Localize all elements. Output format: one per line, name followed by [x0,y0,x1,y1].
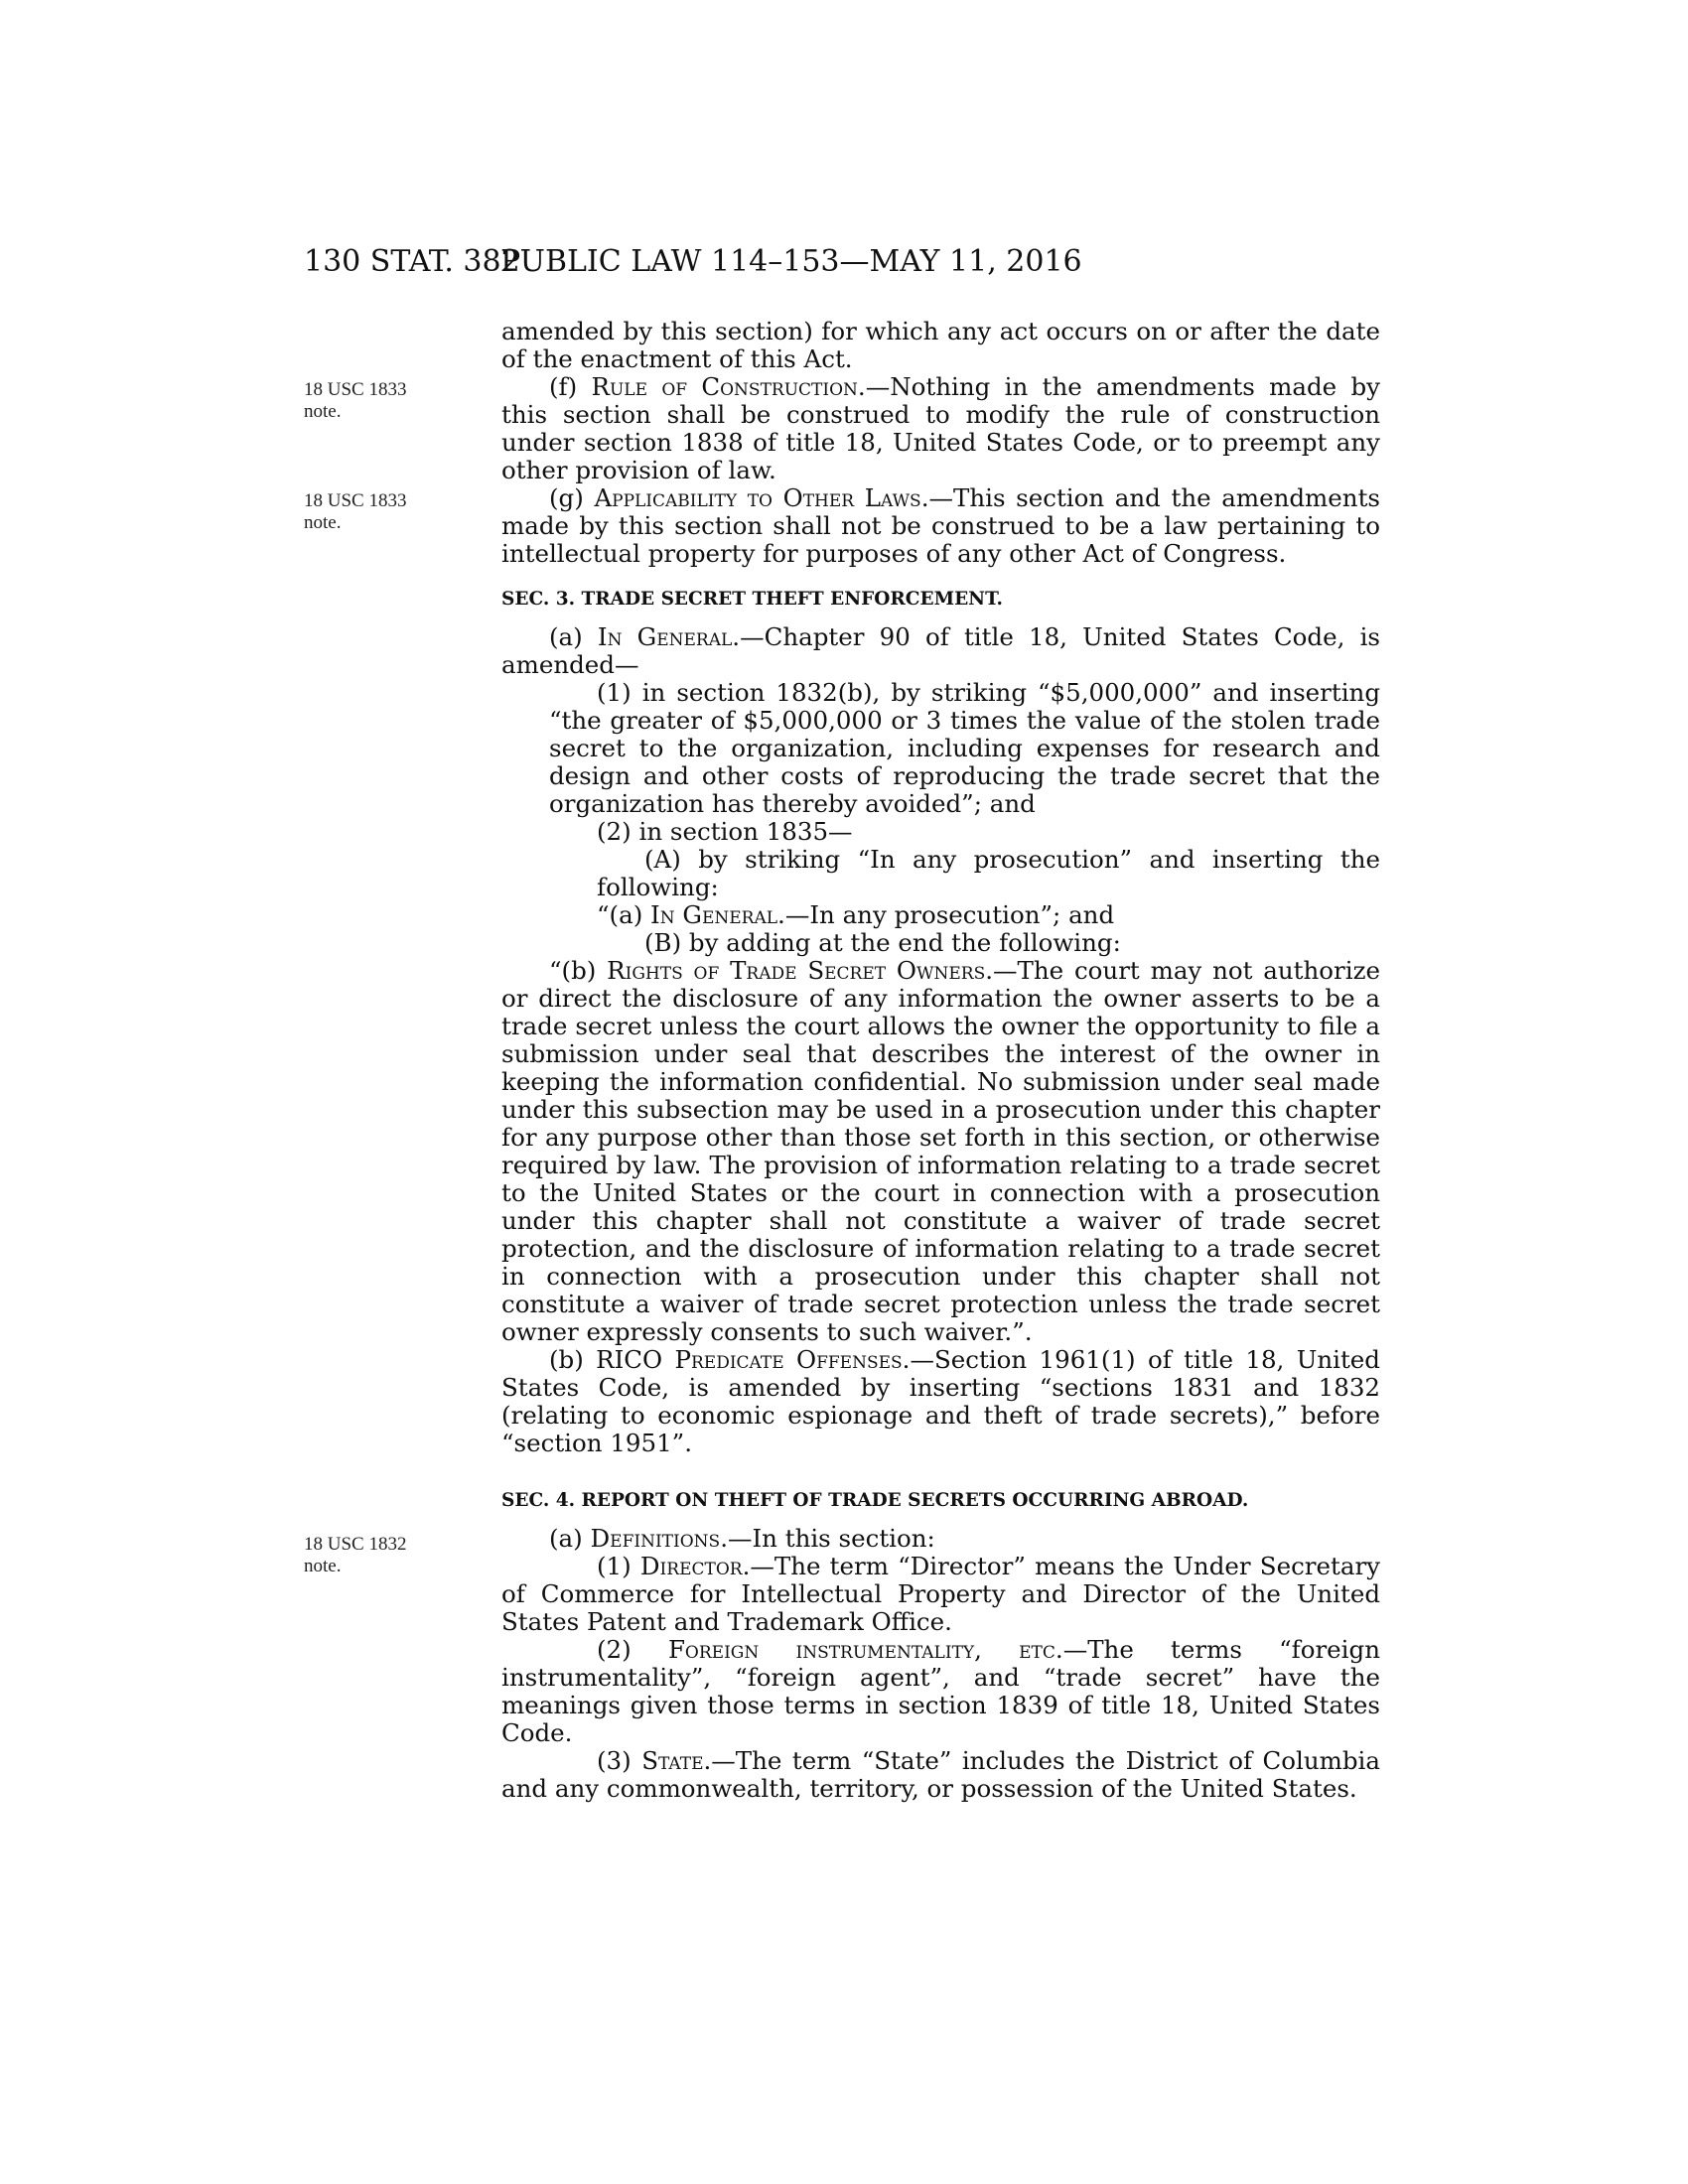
paragraph-a2: (2) in section 1835— [597,817,853,846]
section-3-subsection-b: (b) RICO Predicate Offenses.—Section 1961(1) of title 18, United States Code, is amended by inserting “sections 1831 and 1832 (relating to economic espionage and theft of trade secrets),” before “section 1951”. [501,1345,1380,1457]
definition-heading: Foreign instrumentality, etc [667,1635,1055,1664]
page-header [304,244,1380,294]
margin-note-suffix: note. [304,401,342,422]
quoted-subsection-a: “(a) In General.—In any prosecution”; and [597,900,1115,929]
margin-note-suffix: note. [304,1556,342,1576]
definition-state: (3) State.—The term “State” includes the District of Columbia and any commonwealth, territory, or possession of the United States. [501,1746,1380,1803]
subsection-f: (f) Rule of Construction.—Nothing in the amendments made by this section shall be construed to modify the rule of construction under section 1838 of title 18, United States Code, or to preempt any other provision of law. [501,372,1380,484]
subsection-heading: Rights of Trade Secret Owners [607,956,986,985]
subsection-heading: In General [650,900,778,929]
subsection-heading: In General [597,622,733,651]
margin-note [304,379,406,423]
definition-foreign-instrumentality: (2) Foreign instrumentality, etc.—The terms “foreign instrumentality”, “foreign agent”, and “trade secret” have the meanings given those terms in section 1839 of title 18, United States Code. [501,1635,1380,1747]
margin-note [304,1534,406,1577]
subparagraph-a2A: (A) by striking “In any prosecution” and inserting the following: [597,845,1380,901]
stat-page-number: 130 STAT. 382 [304,244,520,279]
subparagraph-a2B: (B) by adding at the end the following: [644,928,1121,957]
section-3-title: SEC. 3. TRADE SECRET THEFT ENFORCEMENT. [501,589,1003,610]
margin-note-suffix: note. [304,512,342,533]
continuation-paragraph: amended by this section) for which any act occurs on or after the date of the enactment of this Act. [501,317,1380,373]
definition-heading: State [641,1746,704,1775]
margin-note [304,490,406,534]
quoted-subsection-b: “(b) Rights of Trade Secret Owners.—The court may not authorize or direct the disclosure of any information the owner asserts to be a trade secret unless the court allows the owner the opportunity to file a submission under seal that describes the interest of the owner in keeping the information confidential. No submission under seal made under this subsection may be used in a prosecution under this chapter for any purpose other than those set forth in this section, or otherwise required by law. The provision of information relating to a trade secret to the United States or the court in connection with a prosecution under this chapter shall not constitute a waiver of trade secret protection, and the disclosure of information relating to a trade secret in connection with a prosecution under this chapter shall not constitute a waiver of trade secret protection unless the trade secret owner expressly consents to such waiver.”. [501,956,1381,1346]
margin-note-citation: 18 USC 1833 [304,379,407,400]
subsection-heading: Applicability to Other Laws [594,483,921,512]
subsection-heading: RICO Predicate Offenses [596,1345,903,1374]
subsection-heading: Rule of Construction [591,372,858,401]
definition-heading: Director [639,1552,743,1580]
margin-note-citation: 18 USC 1833 [304,490,407,511]
paragraph-a1: (1) in section 1832(b), by striking “$5,000,000” and inserting “the greater of $5,000,000 or 3 times the value of the stolen trade secret to the organization, including expenses for research and design and other costs of reproducing the trade secret that the organization has thereby avoided”; and [549,678,1380,818]
public-law-title: PUBLIC LAW 114–153—MAY 11, 2016 [500,244,1082,279]
section-4-subsection-a: (a) Definitions.—In this section: [549,1524,935,1553]
statute-text [501,318,1380,1803]
definition-director: (1) Director.—The term “Director” means the Under Secretary of Commerce for Intellectual Property and Director of the United States Patent and Trademark Office. [501,1552,1381,1636]
subsection-heading: Definitions [590,1524,721,1553]
subsection-g: (g) Applicability to Other Laws.—This section and the amendments made by this section shall not be construed to be a law pertaining to intellectual property for purposes of any other Act of Congress. [501,483,1380,568]
margin-note-citation: 18 USC 1832 [304,1534,407,1555]
section-4-title: SEC. 4. REPORT ON THEFT OF TRADE SECRETS OCCURRING ABROAD. [501,1490,1249,1511]
section-3-subsection-a: (a) In General.—Chapter 90 of title 18, United States Code, is amended— [501,622,1380,679]
